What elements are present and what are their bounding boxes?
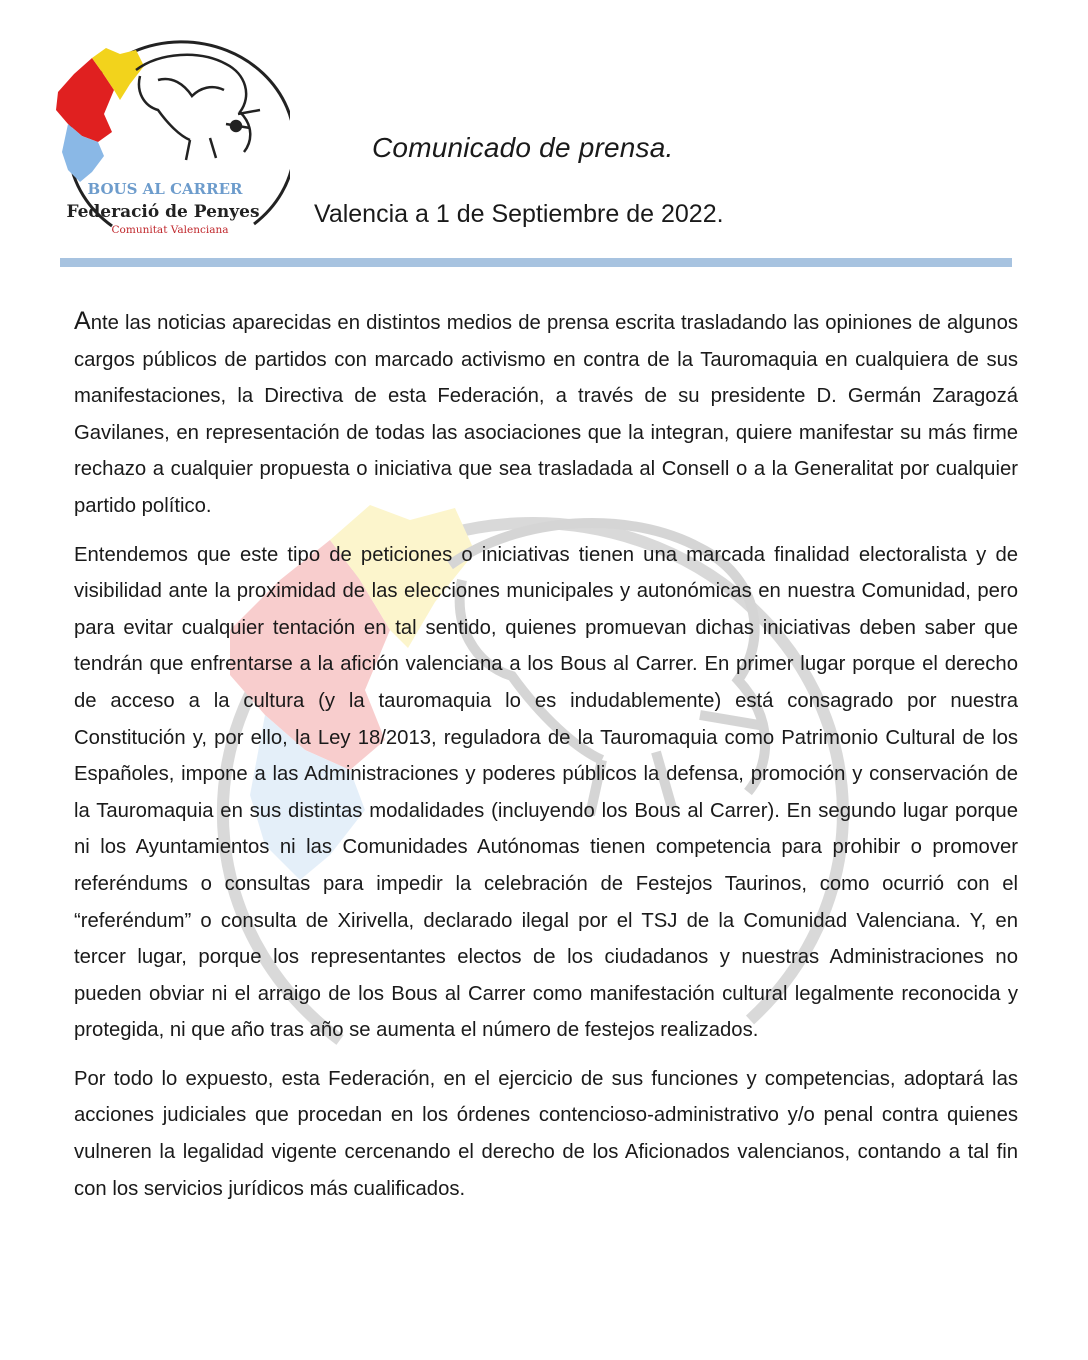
paragraph-1 <box>74 303 1018 525</box>
page-title: Comunicado de prensa. <box>372 132 674 163</box>
paragraph-2: Entendemos que este tipo de peticiones o iniciativas tienen una marcada finalidad electoralista y de visibilidad ante la proximidad de las elecciones municipales y autonómicas en nuestra Comunidad, pero para evitar cualquier tentación en tal sentido, quienes promuevan dichas iniciativas deben saber que tendrán que enfrentarse a la afición valenciana a los Bous al Carrer. En primer lugar porque el derecho de acceso a la cultura (y la tauromaquia lo es indudablemente) está consagrado por nuestra Constitución y, por ello, la Ley 18/2013, reguladora de la Tauromaquia como Patrimonio Cultural de los Españoles, impone a las Administraciones y poderes públicos la defensa, promoción y conservación de la Tauromaquia en sus distintas modalidades (incluyendo los Bous al Carrer). En segundo lugar porque ni los Ayuntamientos ni las Comunidades Autónomas tienen competencia para prohibir o promover referéndums o consultas para impedir la celebración de Festejos Taurinos, como ocurrió con el “referéndum” o consulta de Xirivella, declarado ilegal por el TSJ de la Comunidad Valenciana. Y, en tercer lugar, porque los representantes electos de los ciudadanos y nuestras Administraciones no pueden obviar ni el arraigo de los Bous al Carrer como manifestación cultural legalmente reconocida y protegida, ni que año tras año se aumenta el número de festejos realizados. <box>74 543 1018 1042</box>
paragraph-1-initial: A <box>74 307 91 335</box>
logo-line3: Comunitat Valenciana <box>111 224 229 236</box>
logo-line1: BOUS AL CARRER <box>87 180 243 198</box>
date-line: Valencia a 1 de Septiembre de 2022. <box>314 200 724 228</box>
press-release-body <box>74 303 1018 1219</box>
paragraph-1-text: nte las noticias aparecidas en distintos medios de prensa escrita trasladando las opiniones de algunos cargos públicos de partidos con marcado activismo en contra de la Tauromaquia en cualquiera de sus manifestaciones, la Directiva de esta Federación, a través de su presidente D. Germán Zaragozá Gavilanes, en representación de todas las asociaciones que la integran, quiere manifestar su más firme rechazo a cualquier propuesta o iniciativa que sea trasladada al Consell o a la Generalitat por cualquier partido político. <box>74 312 1018 517</box>
bull-icon <box>136 55 260 160</box>
header-divider <box>60 258 1012 267</box>
federation-logo <box>40 40 290 255</box>
paragraph-3: Por todo lo expuesto, esta Federación, en el ejercicio de sus funciones y competencias, adoptará las acciones judiciales que procedan en los órdenes contencioso-administrativo y/o penal contra quienes vulneren la legalidad vigente cercenando el derecho de los Aficionados valencianos, contando a tal fin con los servicios jurídicos más cualificados. <box>74 1067 1018 1200</box>
logo-line2: Federació de Penyes <box>66 202 260 222</box>
